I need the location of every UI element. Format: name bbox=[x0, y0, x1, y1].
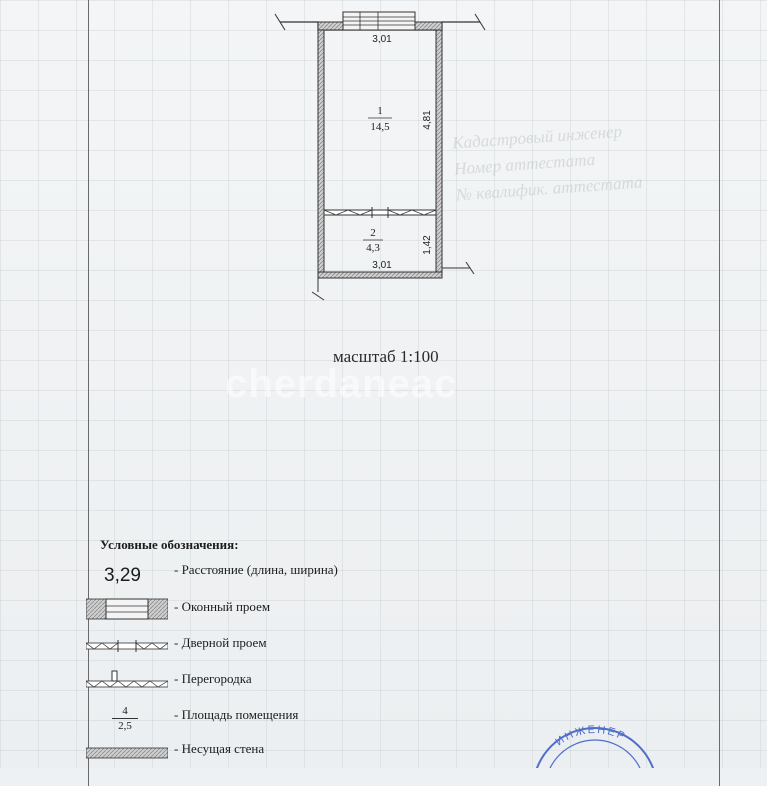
top-wall bbox=[275, 12, 485, 30]
faint-stamp-line: № квалифик. аттестата bbox=[455, 172, 644, 205]
legend-label: - Перегородка bbox=[174, 671, 252, 686]
area-number: 4 bbox=[122, 705, 128, 717]
bottom-wall bbox=[312, 262, 474, 300]
legend-label: - Дверной проем bbox=[174, 635, 267, 650]
legend-label: - Оконный проем bbox=[174, 599, 271, 614]
legend-item bbox=[0, 633, 600, 663]
room-1-area: 14,5 bbox=[370, 121, 390, 133]
faint-stamp-line: Кадастровый инженер bbox=[451, 121, 623, 153]
scale-label: масштаб 1:100 bbox=[333, 347, 439, 366]
room-1-number: 1 bbox=[377, 105, 383, 117]
top-width-dimension: 3,01 bbox=[372, 34, 392, 45]
left-wall bbox=[318, 30, 324, 274]
legend-label: - Расстояние (длина, ширина) bbox=[174, 562, 338, 577]
legend-item bbox=[0, 740, 600, 770]
door-opening-icon bbox=[86, 639, 168, 655]
seal-text: ИНЖЕНЕР bbox=[553, 723, 629, 749]
window-opening-icon bbox=[86, 597, 168, 621]
legend-label: - Несущая стена bbox=[174, 741, 265, 756]
legend-item bbox=[0, 563, 600, 593]
watermark: cherdaneac bbox=[225, 362, 458, 406]
area-value: 2,5 bbox=[118, 720, 132, 732]
right-wall bbox=[436, 30, 442, 274]
legend-item bbox=[0, 705, 600, 735]
load-bearing-wall-icon bbox=[86, 746, 168, 760]
legend-label: - Площадь помещения bbox=[174, 707, 299, 722]
distance-sample: 3,29 bbox=[104, 565, 141, 586]
room-2-area: 4,3 bbox=[366, 242, 380, 254]
partition-icon bbox=[86, 669, 168, 691]
legend-title: Условные обозначения: bbox=[100, 537, 239, 552]
partition-with-door bbox=[324, 207, 436, 218]
room-area-sample bbox=[110, 705, 140, 732]
bottom-width-dimension: 3,01 bbox=[372, 260, 392, 271]
faint-stamp-line: Номер аттестата bbox=[453, 149, 596, 179]
legend-item bbox=[0, 669, 600, 699]
room-2-number: 2 bbox=[370, 227, 376, 239]
round-seal bbox=[520, 720, 670, 768]
floor-plan bbox=[0, 0, 767, 340]
room-2-length-dimension: 1,42 bbox=[422, 235, 433, 255]
legend-item bbox=[0, 597, 600, 627]
room-1-length-dimension: 4,81 bbox=[422, 110, 433, 130]
